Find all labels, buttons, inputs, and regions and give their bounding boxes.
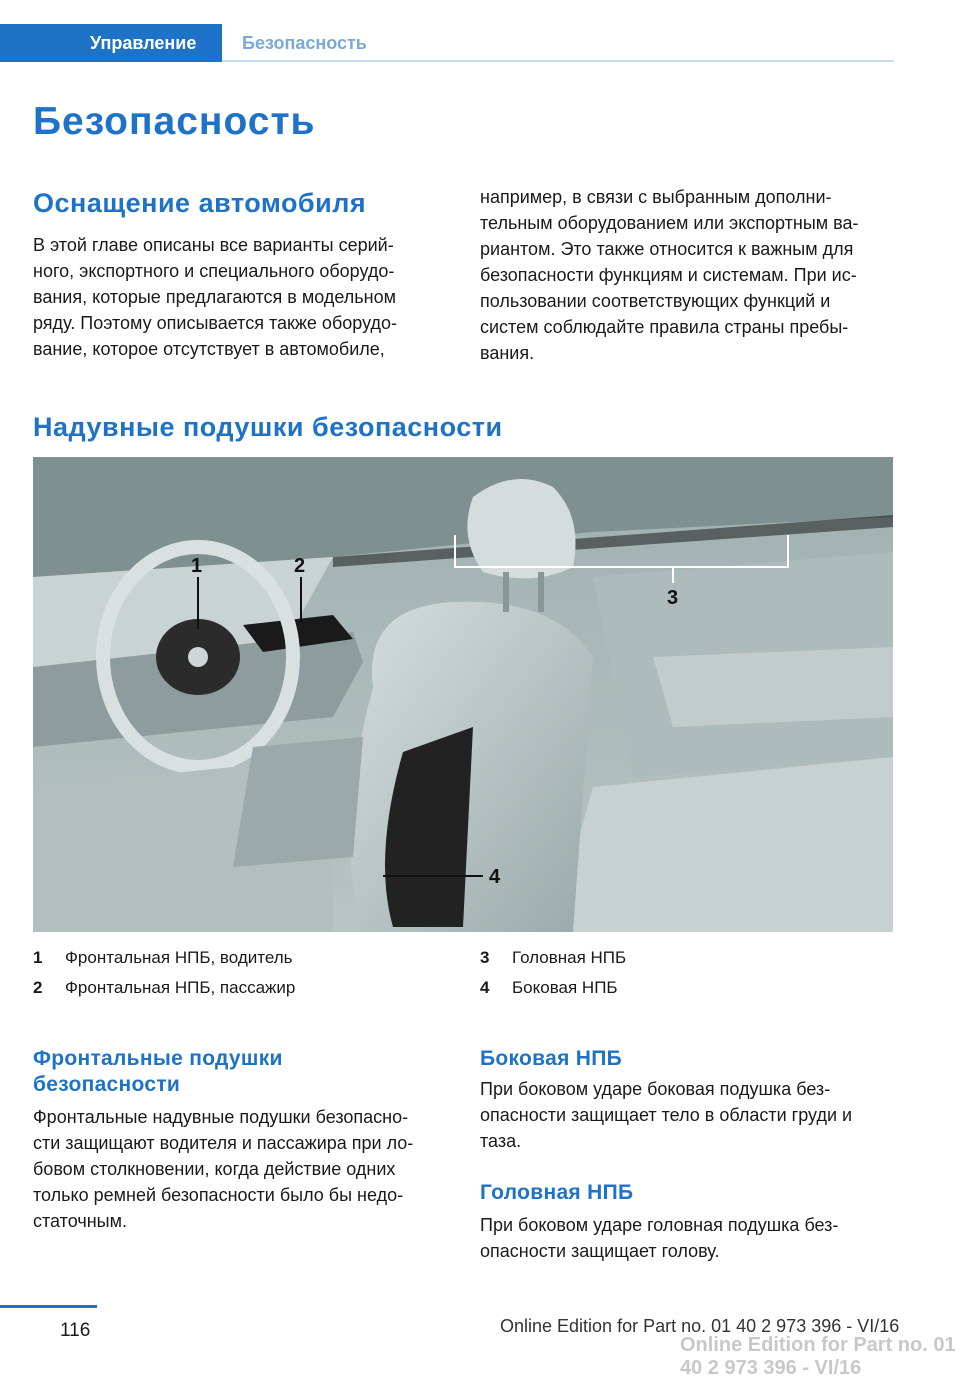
side-heading: Боковая НПБ <box>480 1047 623 1070</box>
header-tabs <box>0 24 894 62</box>
car-interior-drawing <box>33 457 893 932</box>
legend-number: 2 <box>33 978 43 997</box>
legend-text: Боковая НПБ <box>512 978 618 997</box>
legend-item <box>480 946 626 970</box>
logo-emblem <box>188 647 208 667</box>
legend-item <box>480 976 618 1000</box>
text-line: риантом. Это также относится к важным для <box>480 239 854 259</box>
page-number: 116 <box>60 1320 91 1341</box>
tab-control-label: Управление <box>90 33 197 53</box>
footer-accent-line <box>0 1305 97 1308</box>
legend-text: Головная НПБ <box>512 948 627 967</box>
frontal-text <box>33 1104 463 1234</box>
text-line: статочным. <box>33 1211 127 1231</box>
heading-line: безопасности <box>33 1073 181 1096</box>
equipment-heading: Оснащение автомобиля <box>33 188 367 218</box>
edition-text: Online Edition for Part no. 01 40 2 973 396 - VI/16 <box>500 1316 900 1336</box>
callout-2: 2 <box>294 555 306 577</box>
text-line: ряду. Поэтому описывается также оборудо- <box>33 313 397 333</box>
text-line: опасности защищает тело в области груди и <box>480 1105 853 1125</box>
callout-4: 4 <box>489 866 501 888</box>
legend-text: Фронтальная НПБ, пассажир <box>65 978 296 997</box>
text-line: тельным оборудованием или экспортным ва- <box>480 213 859 233</box>
text-line: например, в связи с выбранным дополни- <box>480 187 832 207</box>
text-line: только ремней безопасности было бы недо- <box>33 1185 404 1205</box>
airbag-illustration <box>33 457 893 932</box>
legend-item <box>33 976 295 1000</box>
text-line: При боковом ударе головная подушка без- <box>480 1215 839 1235</box>
door-trim <box>653 647 893 727</box>
legend-number: 1 <box>33 948 43 967</box>
text-line: таза. <box>480 1131 522 1151</box>
text-line: вания, которые предлагаются в модельном <box>33 287 396 307</box>
tab-control[interactable] <box>0 24 222 62</box>
watermark: Online Edition for Part no. 01 40 2 973 396 - VI/16 <box>680 1334 956 1379</box>
headrest-post <box>503 572 509 612</box>
frontal-heading <box>33 1046 283 1098</box>
headrest-post <box>538 572 544 612</box>
text-line: вания. <box>480 343 535 363</box>
text-line: сти защищают водителя и пассажира при ло- <box>33 1133 414 1153</box>
head-text <box>480 1212 910 1264</box>
equipment-text-col2 <box>480 184 900 366</box>
callout-1: 1 <box>191 555 203 577</box>
heading-line: Фронтальные подушки <box>33 1047 283 1070</box>
legend-item <box>33 946 293 970</box>
airbags-heading: Надувные подушки безопасности <box>33 412 503 442</box>
text-line: При боковом ударе боковая подушка без- <box>480 1079 831 1099</box>
callout-3: 3 <box>667 587 679 609</box>
equipment-text-col1 <box>33 232 453 362</box>
legend-number: 3 <box>480 948 490 967</box>
legend-number: 4 <box>480 978 490 997</box>
text-line: В этой главе описаны все варианты серий- <box>33 235 394 255</box>
text-line: вание, которое отсутствует в автомобиле, <box>33 339 385 359</box>
side-text <box>480 1076 910 1154</box>
text-line: безопасности функциям и системам. При ис- <box>480 265 857 285</box>
text-line: систем соблюдайте правила страны пребы- <box>480 317 849 337</box>
text-line: Фронтальные надувные подушки безопасно- <box>33 1107 409 1127</box>
text-line: опасности защищает голову. <box>480 1241 720 1261</box>
text-line: бовом столкновении, когда действие одних <box>33 1159 396 1179</box>
tab-divider <box>222 60 894 62</box>
head-heading: Головная НПБ <box>480 1181 634 1204</box>
legend-text: Фронтальная НПБ, водитель <box>65 948 293 967</box>
page-title: Безопасность <box>33 100 316 143</box>
text-line: ного, экспортного и специального оборудо- <box>33 261 395 281</box>
center-console <box>233 737 363 867</box>
tab-safety[interactable]: Безопасность <box>242 33 367 53</box>
text-line: пользовании соответствующих функций и <box>480 291 831 311</box>
